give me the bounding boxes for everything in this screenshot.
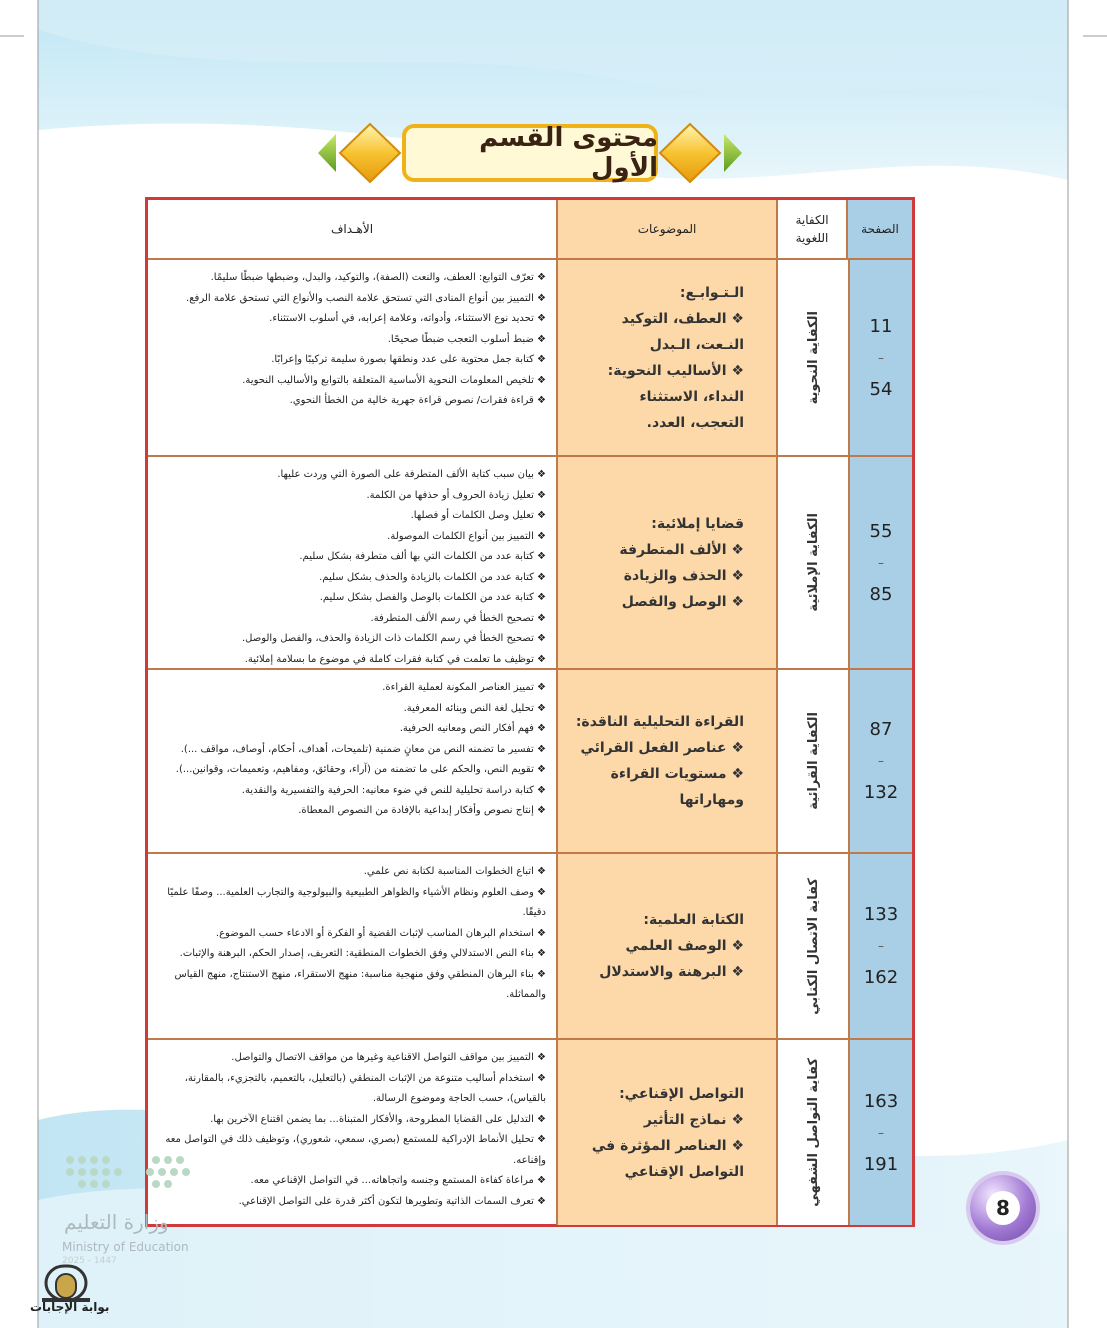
- goal-item: ❖ استخدام أساليب متنوعة من الإثبات المنطقي (بالتعليل، بالتعميم، بالتجزيء، بالمقارنة، بالقياس)، حسب الحاجة وموضوع الرسالة.: [184, 1072, 546, 1104]
- topic-item: الكتابة العلمية:: [643, 912, 744, 928]
- topic-item: ❖ الألف المتطرفة: [619, 541, 744, 558]
- table-row: [148, 258, 912, 455]
- topic-item: ❖ الوصل والفصل: [621, 593, 744, 610]
- goal-item: ❖ تمييز العناصر المكونة لعملية القراءة.: [382, 682, 546, 693]
- page-number: 8: [986, 1191, 1020, 1225]
- page-range-cell: [848, 260, 912, 455]
- table-row: [148, 668, 912, 852]
- ministry-year: 2025 - 1447: [62, 1256, 117, 1266]
- contents-table: [145, 197, 915, 1227]
- goals-cell: [148, 260, 556, 455]
- page-end: 191: [863, 1153, 899, 1175]
- header-page: الصفحة: [848, 200, 912, 258]
- page-start: 163: [863, 1090, 899, 1112]
- topic-item: النـعت، الـبدل: [649, 336, 744, 353]
- goals-cell: [148, 670, 556, 852]
- topic-item: النداء، الاستثناء: [639, 388, 744, 405]
- competency-cell: [776, 457, 848, 668]
- goal-item: ❖ تفسير ما تضمنه النص من معانٍ ضمنية (تلميحات، أهداف، أحكام، أوصاف، مواقف ...).: [180, 743, 546, 755]
- goal-item: ❖ التمييز بين أنواع المنادى التي تستحق علامة النصب والأنواع التي تستحق علامة الرفع.: [186, 292, 546, 304]
- goal-item: ❖ كتابة دراسة تحليلية للنص في ضوء معانيه: الحرفية والتفسيرية والنقدية.: [241, 784, 546, 796]
- goal-item: ❖ تلخيص المعلومات النحوية الأساسية المتعلقة بالتوابع والأساليب النحوية.: [242, 374, 546, 386]
- goal-item: ❖ تعليل زيادة الحروف أو حذفها من الكلمة.: [366, 489, 546, 501]
- ministry-name-english: Ministry of Education: [62, 1240, 189, 1254]
- competency-label: الكفاية القرائية: [805, 712, 821, 810]
- topic-item: التواصل الإقناعي:: [619, 1085, 744, 1102]
- competency-cell: [776, 854, 848, 1038]
- topic-item: ❖ نماذج التأثير: [643, 1111, 744, 1128]
- page-range-cell: [848, 670, 912, 852]
- goals-cell: [148, 854, 556, 1038]
- page-start: 87: [869, 719, 893, 740]
- portal-logo-icon: [28, 1258, 108, 1324]
- topic-item: قضايا إملائية:: [651, 515, 744, 532]
- competency-label: الكفاية النحوية: [805, 310, 821, 405]
- goal-item: ❖ مراعاة كفاءة المستمع وجنسه واتجاهاته... في التواصل الإقناعي معه.: [250, 1175, 546, 1186]
- goal-item: ❖ بناء النص الاستدلالي وفق الخطوات المنطقية: التعريف، إصدار الحكم، البرهنة والإثبات.: [179, 948, 546, 959]
- page-range-cell: [848, 854, 912, 1038]
- table-row: [148, 455, 912, 668]
- topic-item: ومهاراتها: [679, 792, 744, 808]
- page-number-badge: [970, 1175, 1036, 1241]
- topic-item: ❖ العناصر المؤثرة في: [591, 1137, 744, 1154]
- topics-cell: [556, 670, 776, 852]
- page-start: 133: [863, 904, 899, 925]
- topic-item: الـتـوابـع:: [679, 284, 744, 301]
- goal-item: ❖ التمييز بين أنواع الكلمات الموصولة.: [387, 530, 546, 542]
- goal-item: ❖ تصحيح الخطأ في رسم الكلمات ذات الزيادة والحذف، والفصل والوصل.: [241, 633, 546, 644]
- goal-item: ❖ تحليل لغة النص وبنائه المعرفية.: [403, 702, 546, 714]
- topic-item: ❖ الوصف العلمي: [625, 938, 744, 954]
- goal-item: ❖ تعرّف التوابع: العطف، والنعت (الصفة)، والتوكيد، والبدل، وضبطها ضبطًا سليمًا.: [210, 272, 546, 283]
- page-start: 55: [869, 520, 893, 542]
- goal-item: ❖ استخدام البرهان المناسب لإثبات القضية أو الفكرة أو الادعاء حسب الموضوع.: [215, 927, 546, 939]
- page-end: 85: [869, 583, 893, 605]
- topic-item: التواصل الإقناعي: [624, 1163, 744, 1180]
- competency-label: الكفاية الإملائية: [805, 513, 821, 612]
- topic-item: القراءة التحليلية الناقدة:: [575, 714, 744, 730]
- goals-cell: [148, 457, 556, 668]
- goal-item: ❖ تصحيح الخطأ في رسم الألف المتطرفة.: [370, 612, 546, 624]
- table-row: [148, 1038, 912, 1225]
- topic-item: ❖ الحذف والزيادة: [623, 567, 744, 584]
- ministry-dots-icon: [60, 1150, 200, 1210]
- header-topics: الموضوعات: [556, 200, 776, 258]
- goal-item: ❖ بيان سبب كتابة الألف المتطرفة على الصورة التي وردت عليها.: [277, 469, 546, 480]
- table-row: [148, 852, 912, 1038]
- page-range-cell: [848, 1040, 912, 1225]
- ministry-name-arabic: وزارة التعليم: [64, 1210, 169, 1234]
- goal-item: ❖ كتابة عدد من الكلمات بالوصل والفصل بشكل سليم.: [319, 592, 546, 603]
- goal-item: ❖ قراءة فقرات/ نصوص قراءة جهرية خالية من الخطأ النحوي.: [289, 395, 546, 406]
- topics-cell: [556, 1040, 776, 1225]
- goal-item: ❖ كتابة عدد من الكلمات بالزيادة والحذف بشكل سليم.: [319, 571, 546, 583]
- page-range-cell: [848, 457, 912, 668]
- goal-item: ❖ تعليل وصل الكلمات أو فصلها.: [410, 510, 546, 521]
- topic-item: ❖ عناصر الفعل القرائي: [580, 740, 744, 756]
- competency-cell: [776, 1040, 848, 1225]
- goal-item: ❖ التدليل على القضايا المطروحة، والأفكار المتبناة... بما يضمن اقتناع الآخرين بها.: [210, 1113, 546, 1125]
- topic-item: ❖ العطف، التوكيد: [621, 310, 744, 327]
- page-range-dash: –: [878, 1125, 884, 1140]
- goal-item: ❖ إنتاج نصوص وأفكار إبداعية بالإفادة من النصوص المعطاة.: [298, 805, 546, 816]
- page-end: 132: [863, 782, 899, 803]
- topic-item: ❖ البرهنة والاستدلال: [599, 964, 744, 980]
- portal-name: بوابة الإجابات: [30, 1300, 110, 1314]
- goal-item: ❖ تقويم النص، والحكم على ما تضمنه من (آراء، وحقائق، ومفاهيم، وتعميمات، وقوانين...).: [175, 764, 546, 775]
- page-range-dash: –: [878, 939, 884, 953]
- goal-item: ❖ فهم أفكار النص ومعانيه الحرفية.: [399, 723, 546, 734]
- goal-item: ❖ التمييز بين مواقف التواصل الاقناعية وغيرها من مواقف الاتصال والتواصل.: [231, 1052, 546, 1063]
- page-range-dash: –: [878, 350, 884, 365]
- goal-item: ❖ تعرف السمات الذاتية وتطويرها لتكون أكثر قدرة على التواصل الإقناعي.: [238, 1195, 546, 1207]
- page-start: 11: [869, 315, 893, 337]
- topics-cell: [556, 260, 776, 455]
- topic-item: ❖ مستويات القراءة: [610, 766, 744, 782]
- goal-item: ❖ تحديد نوع الاستثناء، وأدواته، وعلامة إعرابه، في أسلوب الاستثناء.: [269, 313, 546, 324]
- page-range-dash: –: [878, 555, 884, 570]
- goal-item: ❖ ضبط أسلوب التعجب ضبطًا صحيحًا.: [387, 333, 546, 345]
- goal-item: ❖ توظيف ما تعلمت في كتابة فقرات كاملة في موضوع ما بسلامة إملائية.: [244, 653, 546, 665]
- competency-label: كفاية الاتصال الكتابي: [805, 877, 821, 1015]
- header-competency: الكفاية اللغوية: [776, 200, 848, 258]
- competency-cell: [776, 260, 848, 455]
- page-range-dash: –: [878, 754, 884, 768]
- section-title: محتوى القسم الأول: [479, 123, 658, 183]
- header-goals: الأهـداف: [148, 200, 556, 258]
- topics-cell: [556, 457, 776, 668]
- competency-label: كفاية التواصل الشفهي: [805, 1058, 821, 1207]
- goal-item: ❖ وصف العلوم ونظام الأشياء والظواهر الطبيعية والبيولوجية والتجارب العلمية... وصفًا علميًا دقيقًا.: [167, 886, 546, 918]
- goal-item: ❖ تحليل الأنماط الإدراكية للمستمع (بصري، سمعي، شعوري)، وتوظيف ذلك في التواصل معه وإقناعه.: [165, 1134, 546, 1166]
- goal-item: ❖ كتابة عدد من الكلمات التي بها ألف متطرفة بشكل سليم.: [299, 551, 546, 562]
- topic-item: التعجب، العدد.: [646, 414, 744, 431]
- goal-item: ❖ اتباع الخطوات المناسبة لكتابة نص علمي.: [363, 866, 546, 877]
- page-end: 162: [863, 967, 899, 988]
- goal-item: ❖ بناء البرهان المنطقي وفق منهجية مناسبة: منهج الاستقراء، منهج الاستنتاج، منهج القياس والمماثلة.: [174, 968, 546, 1000]
- ministry-logo: [60, 1150, 210, 1270]
- topics-cell: [556, 854, 776, 1038]
- goal-item: ❖ كتابة جمل محتوية على عدد ونطقها بصورة سليمة تركيبًا وإعرابًا.: [271, 354, 546, 365]
- topic-item: ❖ الأساليب النحوية:: [607, 362, 744, 379]
- competency-cell: [776, 670, 848, 852]
- page-end: 54: [869, 378, 893, 400]
